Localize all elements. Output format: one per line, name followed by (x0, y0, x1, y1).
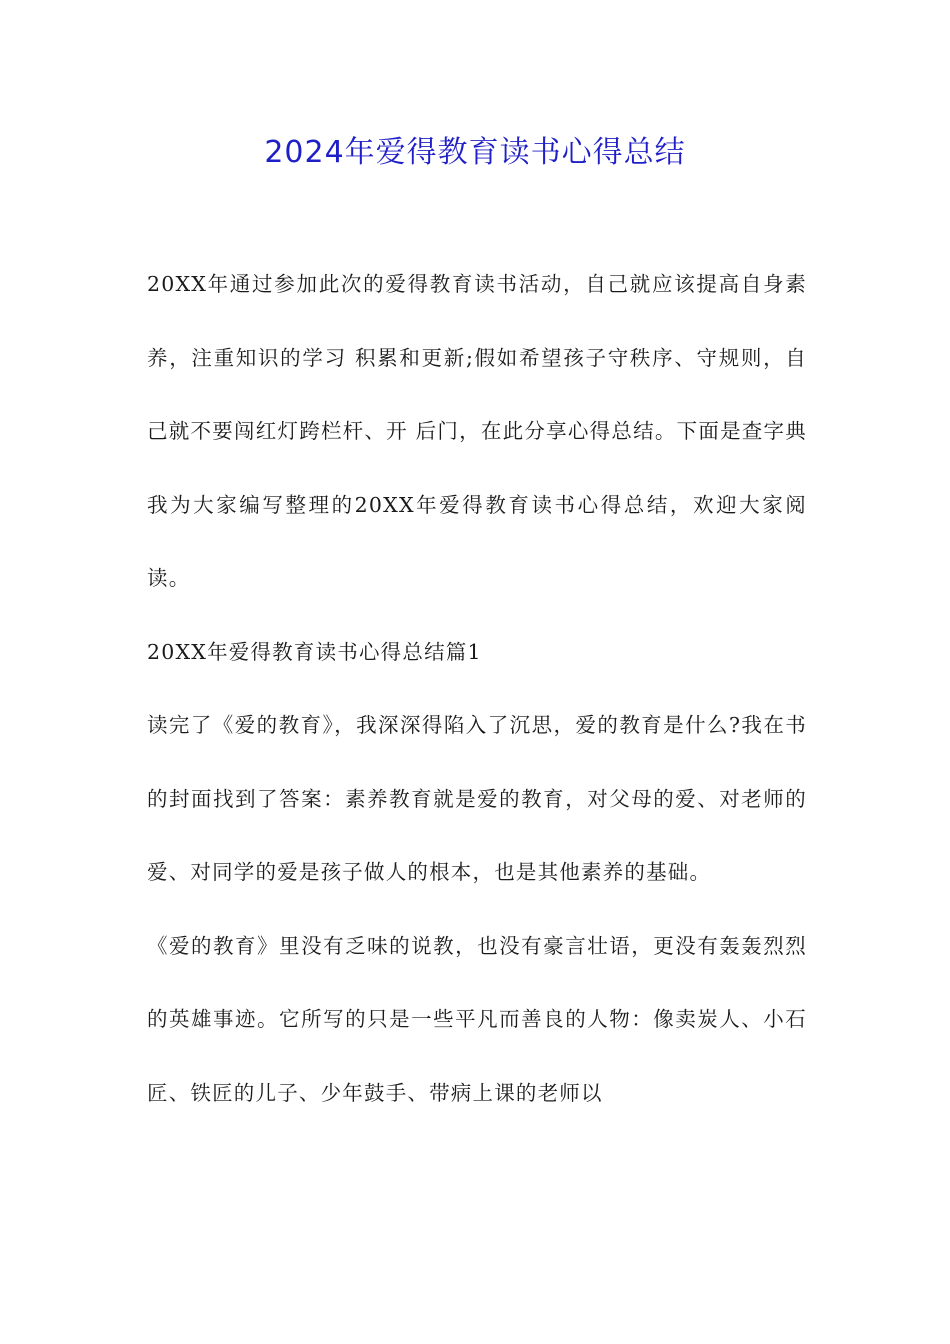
body-paragraph-1: 读完了《爱的教育》，我深深得陷入了沉思，爱的教育是什么?我在书的封面找到了答案：素养教育就是爱的教育，对父母的爱、对老师的爱、对同学的爱是孩子做人的根本，也是其他素养的基础。 (147, 713, 807, 884)
section-heading: 20XX年爱得教育读书心得总结篇1 (147, 639, 482, 664)
intro-paragraph: 20XX年通过参加此次的爱得教育读书活动，自己就应该提高自身素养，注重知识的学习 积累和更新;假如希望孩子守秩序、守规则，自己就不要闯红灯跨栏杆、开 后门，在此分享心得总结。下面是查字典我为大家编写整理的20XX年爱得教育读书心得总结，欢迎大家阅读。 (147, 272, 807, 590)
document-title: 2024年爱得教育读书心得总结 (264, 135, 686, 170)
document-body (147, 248, 807, 1130)
body-paragraph-2: 《爱的教育》里没有乏味的说教，也没有豪言壮语，更没有轰轰烈烈的英雄事迹。它所写的只是一些平凡而善良的人物：像卖炭人、小石匠、铁匠的儿子、少年鼓手、带病上课的老师以 (147, 933, 807, 1105)
